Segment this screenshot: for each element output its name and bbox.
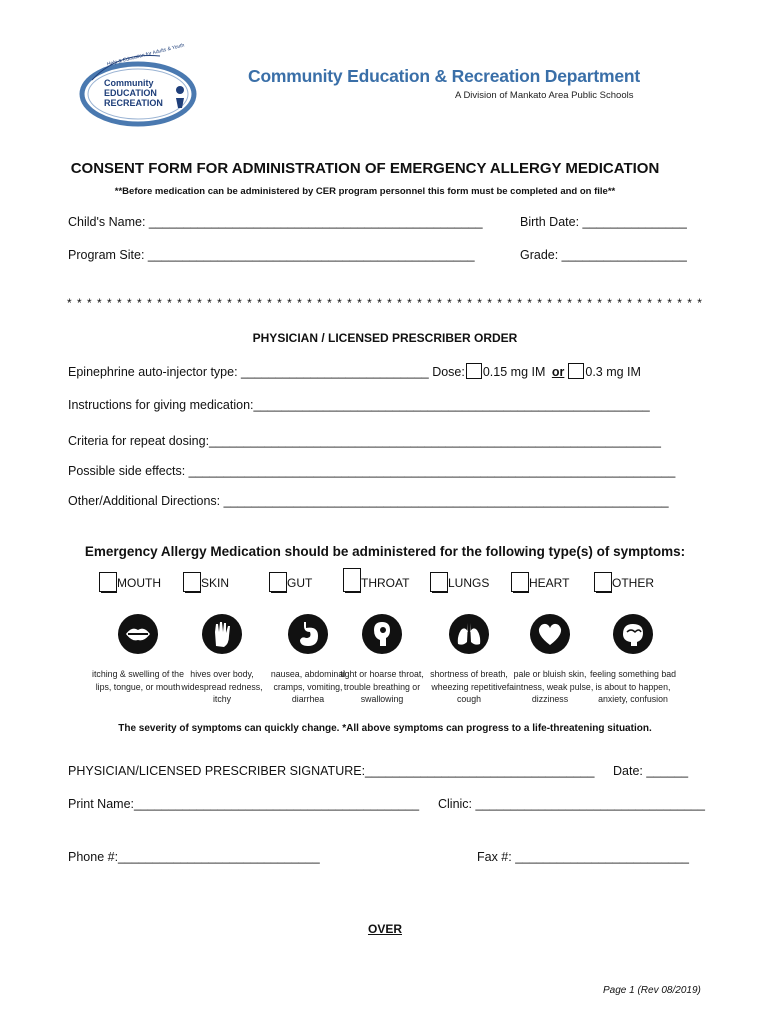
lungs-icon <box>449 614 489 654</box>
epinephrine-type-field[interactable]: Epinephrine auto-injector type: ___________________________ Dose: <box>68 365 465 379</box>
heart-description: pale or bluish skin, faintness, weak pulse, dizziness <box>506 669 594 704</box>
throat-icon <box>362 614 402 654</box>
other-description: feeling something bad is about to happen, anxiety, confusion <box>589 669 677 704</box>
form-title: CONSENT FORM FOR ADMINISTRATION OF EMERGENCY ALLERGY MEDICATION <box>70 160 660 177</box>
skin-description: hives over body, widespread redness, itchy <box>181 669 263 704</box>
skin-checkbox[interactable] <box>183 572 201 592</box>
mouth-label: MOUTH <box>117 576 161 590</box>
grade-field[interactable]: Grade: __________________ <box>520 248 687 262</box>
stomach-icon <box>288 614 328 654</box>
side-effects-field[interactable]: Possible side effects: ______________________________________________________________________ <box>68 464 676 478</box>
physician-heading: PHYSICIAN / LICENSED PRESCRIBER ORDER <box>252 331 518 345</box>
mouth-checkbox[interactable] <box>99 572 117 592</box>
lips-icon <box>118 614 158 654</box>
page-number: Page 1 (Rev 08/2019) <box>603 985 701 996</box>
other-checkbox[interactable] <box>594 572 612 592</box>
divider-stars: * * * * * * * * * * * * * * * * * * * * * * * * * * * * * * * * * * * * * * * * * * * * * * * * * * * * * * * * * * * * * * * * <box>67 296 703 310</box>
repeat-dosing-field[interactable]: Criteria for repeat dosing:_________________________________________________________________ <box>68 434 661 448</box>
program-site-field[interactable]: Program Site: _______________________________________________ <box>68 248 475 262</box>
heart-label: HEART <box>529 576 570 590</box>
gut-label: GUT <box>287 576 313 590</box>
instructions-field[interactable]: Instructions for giving medication:_________________________________________________________ <box>68 398 650 412</box>
fax-field[interactable]: Fax #: _________________________ <box>477 850 690 864</box>
dose-03-label: 0.3 mg IM <box>585 365 641 379</box>
throat-label: THROAT <box>361 576 410 590</box>
birth-date-field[interactable]: Birth Date: _______________ <box>520 215 687 229</box>
gut-checkbox[interactable] <box>269 572 287 592</box>
gut-description: nausea, abdominal cramps, vomiting, diarrhea <box>270 669 346 704</box>
dose-015-label: 0.15 mg IM <box>482 365 546 379</box>
over-label: OVER <box>367 922 402 936</box>
department-subtitle: A Division of Mankato Area Public Schools <box>455 90 634 101</box>
lungs-checkbox[interactable] <box>430 572 448 592</box>
mouth-description: itching & swelling of the lips, tongue, or mouth <box>92 669 184 692</box>
childs-name-field[interactable]: Child's Name: ________________________________________________ <box>68 215 483 229</box>
throat-description: tight or hoarse throat, trouble breathing or swallowing <box>340 669 424 704</box>
symptoms-heading: Emergency Allergy Medication should be administered for the following type(s) of symptoms: <box>84 544 686 559</box>
or-label: or <box>551 365 565 379</box>
heart-icon <box>530 614 570 654</box>
throat-checkbox[interactable] <box>343 568 361 592</box>
hand-icon <box>202 614 242 654</box>
brain-icon <box>613 614 653 654</box>
skin-label: SKIN <box>201 576 230 590</box>
clinic-field[interactable]: Clinic: _________________________________ <box>438 797 705 811</box>
other-label: OTHER <box>612 576 654 590</box>
lungs-description: shortness of breath, wheezing repetitive cough <box>430 669 508 704</box>
heart-checkbox[interactable] <box>511 572 529 592</box>
logo-line-2: EDUCATION <box>104 88 157 98</box>
signature-field[interactable]: PHYSICIAN/LICENSED PRESCRIBER SIGNATURE:_________________________________ <box>68 764 595 778</box>
print-name-field[interactable]: Print Name:_________________________________________ <box>68 797 420 811</box>
logo-line-1: Community <box>104 78 154 88</box>
severity-warning: The severity of symptoms can quickly change. *All above symptoms can progress to a life-threatening situation. <box>118 723 652 734</box>
dose-03-checkbox[interactable] <box>568 363 584 379</box>
phone-field[interactable]: Phone #:_____________________________ <box>68 850 320 864</box>
dose-015-checkbox[interactable] <box>466 363 482 379</box>
epinephrine-row <box>68 363 641 379</box>
signature-date-field[interactable]: Date: ______ <box>613 764 689 778</box>
form-note: **Before medication can be administered by CER program personnel this form must be completed and on file** <box>114 186 616 197</box>
cer-logo <box>78 42 202 130</box>
logo-arc-text: Help & Education for Adults & Youth <box>106 42 186 68</box>
department-title: Community Education & Recreation Department <box>248 66 641 86</box>
lungs-label: LUNGS <box>448 576 490 590</box>
other-directions-field[interactable]: Other/Additional Directions: ________________________________________________________________ <box>68 494 669 508</box>
logo-line-3: RECREATION <box>104 98 163 108</box>
